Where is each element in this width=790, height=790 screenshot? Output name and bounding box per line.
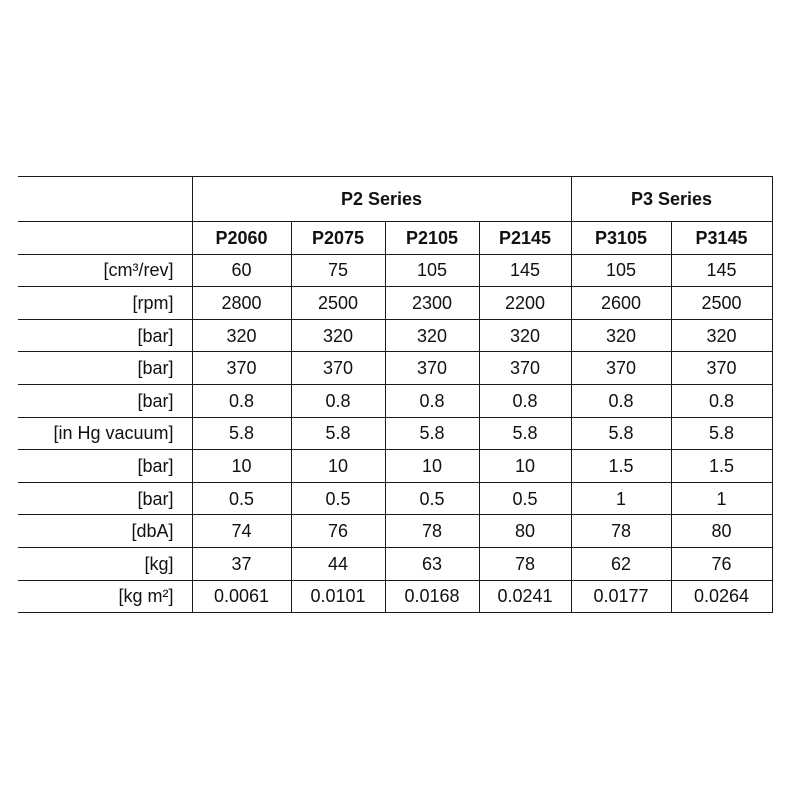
value-cell: 60 [192, 254, 291, 287]
value-cell: 145 [479, 254, 571, 287]
value-cell: 78 [385, 515, 479, 548]
model-header: P3105 [571, 222, 671, 255]
table-row [18, 287, 772, 320]
value-cell: 370 [671, 352, 772, 385]
value-cell: 1 [671, 482, 772, 515]
table-row [18, 417, 772, 450]
value-cell: 10 [291, 450, 385, 483]
value-cell: 320 [479, 319, 571, 352]
value-cell: 2300 [385, 287, 479, 320]
value-cell: 5.8 [571, 417, 671, 450]
value-cell: 80 [671, 515, 772, 548]
value-cell: 5.8 [479, 417, 571, 450]
model-header: P2105 [385, 222, 479, 255]
table-row [18, 482, 772, 515]
value-cell: 145 [671, 254, 772, 287]
value-cell: 5.8 [192, 417, 291, 450]
unit-cell: [bar] [18, 319, 192, 352]
value-cell: 370 [192, 352, 291, 385]
table-row [18, 547, 772, 580]
value-cell: 320 [385, 319, 479, 352]
series-p2-header: P2 Series [192, 177, 571, 222]
value-cell: 2200 [479, 287, 571, 320]
value-cell: 1 [571, 482, 671, 515]
unit-cell: [kg] [18, 547, 192, 580]
value-cell: 0.0241 [479, 580, 571, 613]
spec-table-body [18, 254, 772, 613]
value-cell: 0.8 [192, 384, 291, 417]
unit-header-cell [18, 222, 192, 255]
value-cell: 0.5 [192, 482, 291, 515]
model-header: P3145 [671, 222, 772, 255]
value-cell: 2800 [192, 287, 291, 320]
spec-table [18, 176, 773, 613]
unit-cell: [bar] [18, 384, 192, 417]
unit-cell: [kg m²] [18, 580, 192, 613]
value-cell: 44 [291, 547, 385, 580]
corner-cell [18, 177, 192, 222]
value-cell: 320 [571, 319, 671, 352]
value-cell: 5.8 [291, 417, 385, 450]
value-cell: 0.0177 [571, 580, 671, 613]
table-row [18, 580, 772, 613]
value-cell: 1.5 [571, 450, 671, 483]
table-row [18, 450, 772, 483]
value-cell: 37 [192, 547, 291, 580]
value-cell: 5.8 [671, 417, 772, 450]
table-row [18, 254, 772, 287]
value-cell: 62 [571, 547, 671, 580]
model-header: P2060 [192, 222, 291, 255]
value-cell: 320 [291, 319, 385, 352]
value-cell: 105 [571, 254, 671, 287]
value-cell: 0.8 [671, 384, 772, 417]
value-cell: 1.5 [671, 450, 772, 483]
value-cell: 2500 [291, 287, 385, 320]
series-header-row [18, 177, 772, 222]
value-cell: 0.8 [291, 384, 385, 417]
unit-cell: [bar] [18, 352, 192, 385]
unit-cell: [bar] [18, 482, 192, 515]
value-cell: 2600 [571, 287, 671, 320]
value-cell: 10 [479, 450, 571, 483]
unit-cell: [rpm] [18, 287, 192, 320]
value-cell: 0.8 [479, 384, 571, 417]
unit-cell: [cm³/rev] [18, 254, 192, 287]
value-cell: 0.0264 [671, 580, 772, 613]
value-cell: 370 [291, 352, 385, 385]
value-cell: 0.0061 [192, 580, 291, 613]
table-row [18, 384, 772, 417]
series-p3-header: P3 Series [571, 177, 772, 222]
value-cell: 370 [385, 352, 479, 385]
unit-cell: [dbA] [18, 515, 192, 548]
value-cell: 105 [385, 254, 479, 287]
value-cell: 0.8 [385, 384, 479, 417]
value-cell: 78 [571, 515, 671, 548]
value-cell: 78 [479, 547, 571, 580]
value-cell: 0.5 [291, 482, 385, 515]
value-cell: 80 [479, 515, 571, 548]
value-cell: 0.5 [385, 482, 479, 515]
unit-cell: [bar] [18, 450, 192, 483]
value-cell: 76 [671, 547, 772, 580]
value-cell: 2500 [671, 287, 772, 320]
model-header: P2145 [479, 222, 571, 255]
value-cell: 370 [571, 352, 671, 385]
value-cell: 0.0168 [385, 580, 479, 613]
value-cell: 75 [291, 254, 385, 287]
value-cell: 320 [192, 319, 291, 352]
value-cell: 63 [385, 547, 479, 580]
value-cell: 0.0101 [291, 580, 385, 613]
value-cell: 74 [192, 515, 291, 548]
model-header-row [18, 222, 772, 255]
value-cell: 10 [192, 450, 291, 483]
unit-cell: [in Hg vacuum] [18, 417, 192, 450]
value-cell: 370 [479, 352, 571, 385]
model-header: P2075 [291, 222, 385, 255]
value-cell: 0.5 [479, 482, 571, 515]
value-cell: 0.8 [571, 384, 671, 417]
value-cell: 76 [291, 515, 385, 548]
value-cell: 320 [671, 319, 772, 352]
value-cell: 5.8 [385, 417, 479, 450]
table-row [18, 515, 772, 548]
table-row [18, 352, 772, 385]
value-cell: 10 [385, 450, 479, 483]
table-row [18, 319, 772, 352]
